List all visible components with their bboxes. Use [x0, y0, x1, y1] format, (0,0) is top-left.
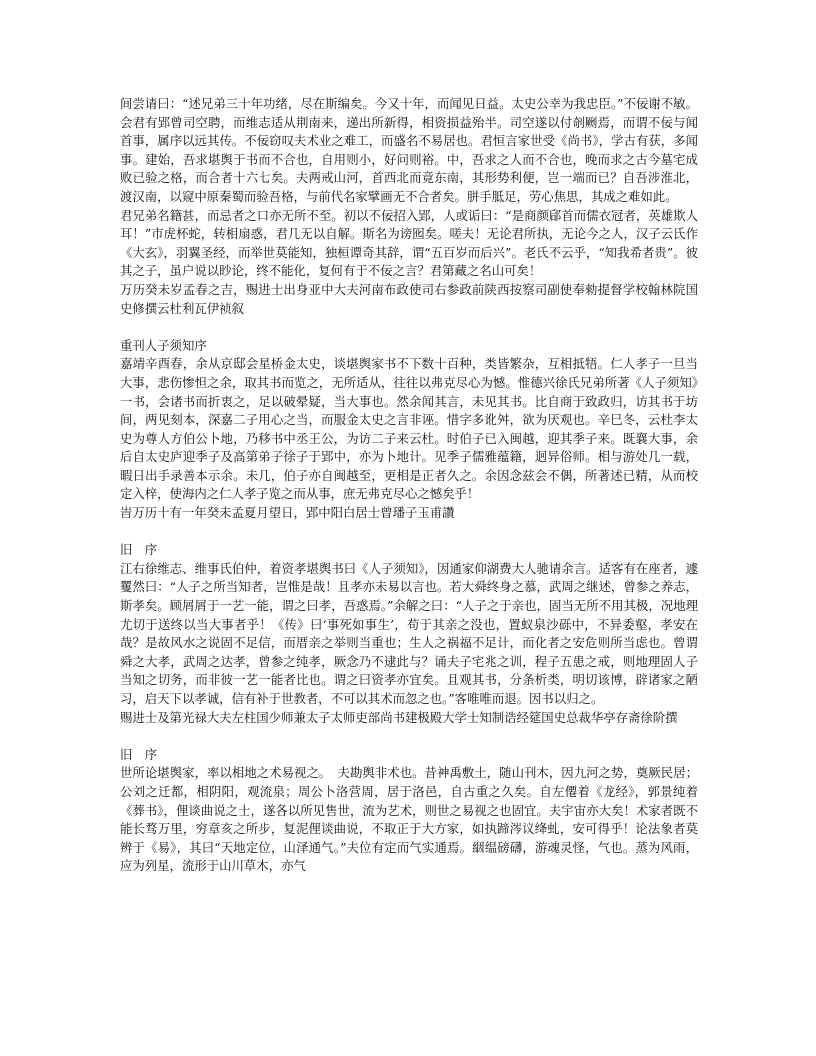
preface-section-4 [120, 746, 698, 876]
preface-section-1 [120, 95, 698, 318]
signature-line: 万历癸未岁孟春之吉，赐进士出身亚中大夫河南布政使司右参政前陕西按察司副使奉勑提督学校翰林院国史修撰云杜利瓦伊祯叙 [120, 281, 698, 316]
section-heading: 旧 序 [120, 746, 158, 762]
section-gap [120, 318, 698, 337]
document-page [120, 95, 698, 876]
signature-line: 旹万历十有一年癸未孟夏月望日，郢中阳白居士曾璠子玉甫讚 [120, 505, 455, 521]
body-paragraph: 江右徐维志、维事氏伯仲，着资孝堪舆书曰《人子须知》，因通家仰湖费大人驰请余言。适客有在座者，遽矍然曰：“人子之所当知者，岂惟是哉！且孝亦未易以言也。若大舜终身之慕，武周之继述，曾参之养志，斯孝矣。顾屑屑于一艺一能，谓之曰孝，吾惑焉。”余解之曰：“人子之于亲也，固当无所不用其极，况地理尤切于送终以当大事者乎！《传》曰‘事死如事生’，苟于其亲之没也，置蚁泉沙砾中，不异委壑，孝安在哉？是故风水之说固不足信，而厝亲之举则当重也；生人之祸福不足计，而化者之安危则所当虑也。曾谓舜之大孝，武周之达孝，曾参之纯孝，厥念乃不逮此与？诵夫子宅兆之训，程子五患之戒，则地理固人子当知之切务，而非彼一艺一能者比也。谓之曰资孝亦宜矣。且观其书，分条析类，明切该博，辟诸家之陋习，启天下以孝诚，信有补于世教者，不可以其术而忽之也。”客唯唯而退。因书以归之。 [120, 560, 698, 706]
signature-line: 赐进士及第光禄大夫左柱国少师兼太子太师吏部尚书建极殿大学士知制诰经筵国史总裁华亭存斋徐阶撰 [120, 709, 678, 725]
body-paragraph: 嘉靖辛酉春，余从京邸会星桥金太史，谈堪舆家书不下数十百种，类皆繁杂，互相抵牾。仁人孝子一旦当大事，悲伤惨怛之余，取其书而览之，无所适从，往往以弗克尽心为憾。惟德兴徐氏兄弟所著《人子须知》一书，会诸书而折衷之，足以破晕疑，当大事也。然余闻其言，未见其书。比自商于致政归，访其书于坊间，两见刻本，深嘉二子用心之当，而服金太史之言非诬。惜字多讹舛，欲为厌观也。辛巳冬，云杜李太史为尊人方伯公卜地，乃移书中丞王公，为访二子来云杜。时伯子已入闽越，迎其季子来。既襄大事，余后自太史庐迎季子及高第弟子徐子于郢中，亦为卜地计。见季子儒雅蕴籍，迥异俗师。相与游处几一载，暇日出手录善本示余。未几，伯子亦自闽越至，更相是正者久之。余因念兹会不偶，所著述已精，从而校定入梓，使海内之仁人孝子览之而从事，庶无弗克尽心之憾矣乎！ [120, 356, 698, 502]
section-heading: 旧 序 [120, 542, 158, 558]
preface-section-3 [120, 541, 698, 727]
preface-section-2 [120, 337, 698, 523]
section-gap [120, 523, 698, 542]
section-gap [120, 727, 698, 746]
body-paragraph: 世所论堪舆家，率以相地之术易视之。 夫勘舆非术也。昔神禹敷土，随山刊木，因九河之势，奠厥民居；公刘之迁都，相阴阳，观流泉；周公卜洛营周，居于洛邑，自古重之久矣。自左僊着《龙经》，郭景纯着《葬书》，俚谈曲说之士，遂各以所见售世，流为艺术，则世之易视之也固宜。夫宇宙亦大矣！术家者既不能长骛万里，穷章亥之所步，复泥俚谈曲说，不取正于大方家，如执蹄涔议绛虬，安可得乎！论法象者莫辨于《易》，其曰“天地定位，山泽通气。”夫位有定而气实通焉。絪缊磅礴，游魂灵怪，气也。蒸为风雨，应为列星，流形于山川草木，亦气 [120, 765, 698, 874]
section-heading: 重刊人子须知序 [120, 337, 207, 353]
body-paragraph: 君兄弟名籍甚，而忌者之口亦无所不至。初以不佞招入郢，人或诟曰：“是商颜郈首而儒衣冠者，英雄欺人耳！”市虎杯蛇，转相扇惑，君几无以自解。斯名为谤囮矣。嗟夫！无论君所执，无论今之人，汉子云氏作《大玄》，羽翼圣经，而举世莫能知，独桓谭奇其辞，谓“五百岁而后兴”。老氏不云乎，“知我希者贵”。彼其之子，虽户说以眇论，终不能化，复何有于不佞之言？君第藏之名山可矣！ [120, 207, 698, 279]
body-paragraph: 间尝请曰：“述兄弟三十年功绪，尽在斯编矣。今又十年，而闻见日益。太史公幸为我忠臣。”不佞谢不敏。会君有郢曾司空聘，而维志适从荆南来，递出所新得，相资损益殆半。司空遂以付剞劂焉，而谓不佞与闻首事，属序以远其传。不佞窃叹夫术业之难工，而盛名不易居也。君恒言家世受《尚书》，学古有获，多闻事。建始，吾求堪舆于书而不合也，自用则小，好问则裕。中，吾求之人而不合也，晚而求之古今墓宅成败已验之格，而合者十六七矣。夫两戒山河，首西北而竟东南，其形势利便，岂一端而已？自吾涉淮北，渡汉南，以窥中原秦蜀而验吾格，与前代名家擘画无不合者矣。胼手胝足，劳心焦思，其成之难如此。 [120, 96, 698, 204]
